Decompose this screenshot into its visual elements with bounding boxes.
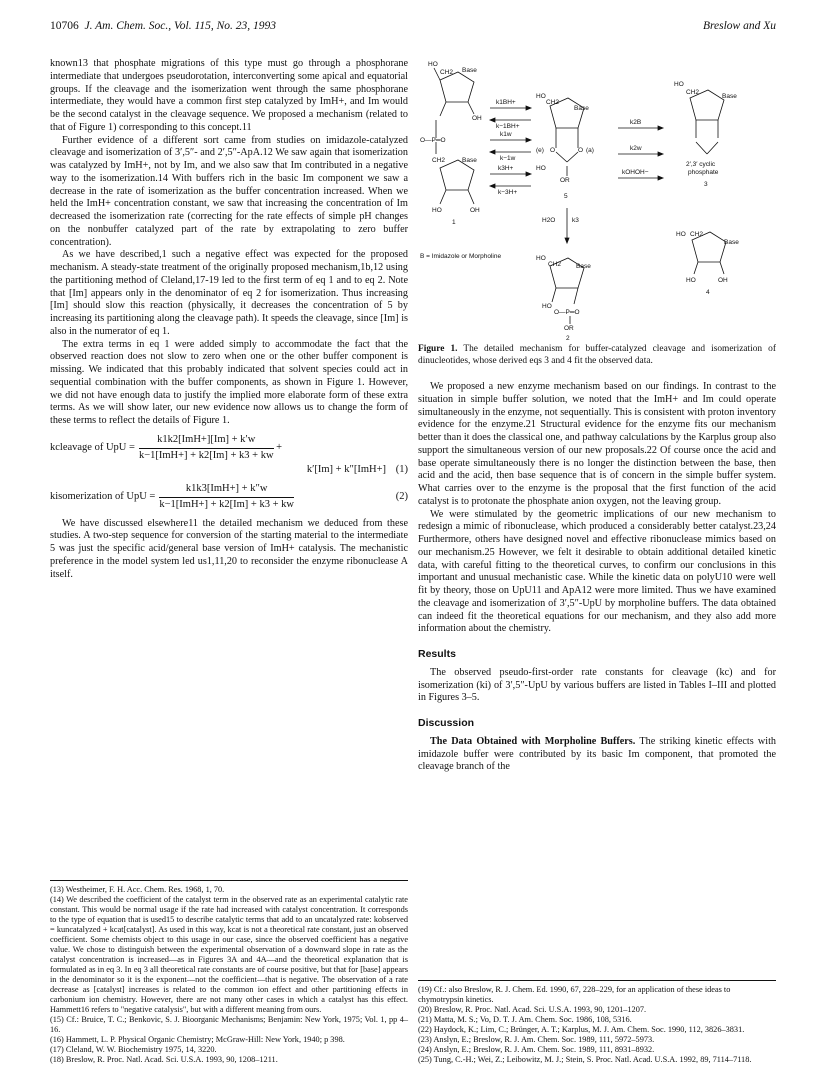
- eq1-number: (1): [395, 464, 408, 476]
- rate-km3h: k−3H+: [498, 189, 518, 196]
- label-ch2: CH2: [548, 261, 562, 268]
- page-header-authors: Breslow and Xu: [702, 20, 776, 32]
- footnote: (19) Cf.: also Breslow, R. J. Chem. Ed. 1990, 67, 228–229, for an application of these ideas to chymotrypsin kinetics.: [418, 985, 731, 1004]
- journal-citation: J. Am. Chem. Soc., Vol. 115, No. 23, 1993: [84, 20, 277, 32]
- eq2-numerator: k1k3[ImH+] + k″w: [159, 483, 294, 498]
- footnote: (21) Matta, M. S.; Vo, D. T. J. Am. Chem. Soc. 1986, 108, 5316.: [418, 1015, 632, 1024]
- rate-k1bh: k1BH+: [496, 99, 516, 106]
- eq1-denominator: k−1[ImH+] + k2[Im] + k3 + kw: [138, 449, 274, 461]
- label-a: (a): [586, 147, 594, 154]
- label-base: Base: [724, 239, 739, 246]
- footnote: (22) Haydock, K.; Lim, C.; Brünger, A. T.; Karplus, M. J. Am. Chem. Soc. 1990, 112, 3826–3831.: [418, 1025, 745, 1034]
- label-or: OR: [564, 325, 574, 332]
- label-h2o: H2O: [542, 217, 556, 224]
- footnotes-left: [50, 880, 408, 1065]
- label-or: OR: [560, 177, 570, 184]
- eq2-denominator: k−1[ImH+] + k2[Im] + k3 + kw: [159, 498, 294, 510]
- label-oh: OH: [472, 115, 482, 122]
- label-cyclic: 2′,3′ cyclic: [686, 161, 716, 168]
- label-ho: HO: [536, 255, 546, 262]
- footnote: (18) Breslow, R. Proc. Natl. Acad. Sci. U.S.A. 1993, 90, 1208–1211.: [50, 1055, 278, 1064]
- label-oh: OH: [470, 207, 480, 214]
- footnote: (20) Breslow, R. Proc. Natl. Acad. Sci. U.S.A. 1993, 90, 1201–1207.: [418, 1005, 647, 1014]
- rate-km1w: k−1w: [500, 155, 516, 162]
- footnote: (23) Anslyn, E.; Breslow, R. J. Am. Chem. Soc. 1989, 111, 5972–5973.: [418, 1035, 655, 1044]
- paragraph: known13 that phosphate migrations of this type must go through a phosphorane intermediate that undergoes pseudorotation, interconverting some apical and equatorial groups. If the cleavage and the isomerization went through the same phosphorane intermediate, they would have a common first step catalyzed by ImH+, and Im would be the second catalyst in the cleavage sequence. We proposed a mechanism (related to that of Figure 1) corresponding to this concept.11: [50, 58, 408, 133]
- run-in-heading: The Data Obtained with Morpholine Buffers.: [430, 735, 636, 747]
- footnote: (24) Anslyn, E.; Breslow, R. J. Am. Chem. Soc. 1989, 111, 8931–8932.: [418, 1045, 655, 1054]
- rate-k3: k3: [572, 217, 579, 224]
- label-o: O: [550, 147, 556, 154]
- paragraph-text: The striking kinetic effects with imidazole buffer were contributed by its basic Im component, that promoted the cleavage branch of the: [418, 735, 777, 773]
- left-column: [50, 58, 408, 581]
- section-heading-results: Results: [418, 648, 456, 660]
- compound-number-4: 4: [706, 289, 710, 296]
- eq2-label: kisomerization of UpU =: [50, 490, 156, 502]
- paragraph: We were stimulated by the geometric implications of our new mechanism to redesign a mimic of ribonuclease, which produced a considerably better catalyst.23,24 Furthermore, others have designed novel and effective ribonuclease mimics based on our mechanism.25 However, we felt it desirable to obtain additional detailed kinetic data, with careful fitting to the theoretical curves, to confirm our conclusions in this important and unusual mechanistic case. While the kinetic data on polyU10 were well fit by theory, those on UpU11 and ApA12 were more limited. Thus we have examined the cleavage and isomerization of 3′,5″-UpU by morpholine buffers. The data obtained can indeed fit the theoretical equations for our mechanism, and they also add more information about the chemistry.: [418, 508, 776, 635]
- label-base: Base: [576, 263, 591, 270]
- label-ch2: CH2: [690, 231, 704, 238]
- eq2-number: (2): [395, 491, 408, 502]
- compound-number-1: 1: [452, 219, 456, 226]
- label-ho: HO: [536, 93, 546, 100]
- rate-k3h: k3H+: [498, 165, 514, 172]
- eq1-fraction: [139, 434, 274, 463]
- label-base: Base: [462, 157, 477, 164]
- footnote: (17) Cleland, W. W. Biochemistry 1975, 14, 3220.: [50, 1045, 217, 1054]
- paragraph: We proposed a new enzyme mechanism based on our findings. In contrast to the situation in simple buffer solution, we noted that the ImH+ and Im could operate simultaneously in the enzyme, not sequentially. This is consistent with proton inventory evidence for the enzyme.21 Structural evidence for the enzyme fits our mechanism better than it does the classical one, and pathway calculations by the Karplus group also support the simultaneous version of our new proposals.22 Of course once the acid and base operate simultaneously there is no longer the distinction between the base, then acid and the acid, then base sequence that is of concern in the simple buffer system. What carries over to the enzyme is the proposal that the first function of the acid catalyst is to protonate the phosphate anion oxygen, not the leaving group.: [418, 381, 776, 507]
- buffer-definition: B = Imidazole or Morpholine: [420, 253, 502, 260]
- mechanism-scheme: [418, 58, 776, 342]
- footnote: (14) We described the coefficient of the catalyst term in the observed rate as an experimental catalytic rate constant. This would be normal usage if the rate had increased with catalyst concentration. It corresponds to the type of equation that is used15 to describe catalytic terms that add to an uncatalyzed rate: kobserved = kuncatalyzed + kcat[catalyst]. As used in this way, kcat is not a theoretical rate constant, just an observed coefficient. Some chemists object to this usage in our case, since the observed coefficient has a negative value. We chose to distinguish between the experimental observation of a downward slope in rate as the catalyst concentration is increased—as in Figures 3A and 4A—and the theoretical explanation that is formulated as in eq 3. In eq 3 all theoretical rate constants are of course positive, but that for [base] appears in the denominator so it is the exponent—not the coefficient—that is negative. The observation of a rate decrease as [catalyst] increases is related to the common ion effect and other partitioning effects in carbonium ion chemistry. However, there are not many other cases in which a catalyst has this effect. Hammett16 refers to "negative catalysis", but with a different meaning from ours.: [50, 895, 408, 1014]
- label-ho: HO: [686, 277, 696, 284]
- label-p-eq-o: O—P═O: [420, 137, 446, 144]
- rate-km1bh: k−1BH+: [496, 123, 520, 130]
- label-p-eq-o: O—P═O: [554, 309, 580, 316]
- eq1-label: kcleavage of UpU =: [50, 441, 135, 453]
- compound-number-2: 2: [566, 335, 570, 342]
- paragraph: The observed pseudo-first-order rate constants for cleavage (kc) and for isomerization (ki) of 3′,5″-UpU by various buffers are listed in Tables I–III and plotted in Figures 3–5.: [418, 666, 776, 704]
- paragraph: We have discussed elsewhere11 the detailed mechanism we deduced from these studies. A two-step sequence for conversion of the starting material to the intermediate 5 was just the specific acid/general base version of ImH+ catalysis. The mechanistic preference in the model system led us1,11,20 to reconsider the enzyme ribonuclease A itself.: [50, 517, 408, 580]
- footnote: (13) Westheimer, F. H. Acc. Chem. Res. 1968, 1, 70.: [50, 885, 225, 894]
- label-ho: HO: [676, 231, 686, 238]
- footnote: (15) Cf.: Bruice, T. C.; Benkovic, S. J. Bioorganic Mechanisms; Benjamin: New York, 1975; Vol. 1, pp 4–16.: [50, 1015, 408, 1034]
- label-ch2: CH2: [432, 157, 446, 164]
- compound-number-3: 3: [704, 181, 708, 188]
- footnote: (16) Hammett, L. P. Physical Organic Chemistry; McGraw-Hill: New York, 1940; p 398.: [50, 1035, 345, 1044]
- label-base: Base: [574, 105, 589, 112]
- footnotes-right: [418, 980, 776, 1065]
- label-oh: OH: [718, 277, 728, 284]
- figure-caption-label: Figure 1.: [418, 344, 458, 354]
- label-e: (e): [536, 147, 544, 154]
- eq2-fraction: [159, 483, 294, 512]
- equation-1: kcleavage of UpU = $\frac{\text{k1k2[ImH+][Im] + k′w}}{\text{k−1[ImH+] + k2[Im] + k3 + kw}}$ + k′[Im] + k″[ImH+] (1): [50, 433, 408, 476]
- paragraph: As we have described,1 such a negative effect was expected for the proposed mechanism. A steady-state treatment of the originally proposed mechanism,1b,12 using the partitioning method of Cleland,17-19 led to the first term of eq 1 and to eq 2. Note that [Im] appears only in the denominator of eq 2 for isomerization. Thus increasing [Im] should slow this reaction (physically, it decreases the concentration of 5 by increasing its partitioning along the cleavage path). It speeds the cleavage, since [Im] is also in the numerator of eq 1.: [50, 249, 408, 337]
- label-o: O: [578, 147, 584, 154]
- label-ho: HO: [674, 81, 684, 88]
- label-ho: HO: [542, 303, 552, 310]
- figure-caption: [418, 344, 776, 367]
- label-ho: HO: [432, 207, 442, 214]
- figure-caption-text: The detailed mechanism for buffer-catalyzed cleavage and isomerization of dinucleotides, whose derived eqs 3 and 4 fit the observed data.: [418, 344, 776, 366]
- eq1-numerator: k1k2[ImH+][Im] + k′w: [139, 434, 274, 449]
- rate-k2b: k2B: [630, 119, 642, 126]
- paragraph: The extra terms in eq 1 were added simply to accommodate the fact that the observed reaction does not slow to zero when one or the other buffer component is missing. We indicated that this probably indicated that solvent species could act in sequential combination with the buffer components, as shown in Figure 1. However, we did not have enough data to justify the implied more elaborate form of these extra terms. As we will show later, our new evidence now allows us to change the form of these terms to reflect the details of Figure 1.: [50, 338, 408, 426]
- label-ch2: CH2: [546, 99, 560, 106]
- label-phosphate: phosphate: [688, 169, 719, 176]
- label-ch2: CH2: [440, 69, 454, 76]
- figure-1-scheme: [418, 58, 776, 342]
- page-number: 10706: [50, 20, 79, 32]
- compound-number-5: 5: [564, 193, 568, 200]
- label-ch2: CH2: [686, 89, 700, 96]
- rate-k2w: k2w: [630, 145, 642, 152]
- paragraph: Further evidence of a different sort came from studies on imidazole-catalyzed cleavage and isomerization of 3′,5″- and 2′,5″-ApA.12 We saw again that isomerization was catalyzed by ImH+, not by Im, and we also saw that Im contributed in a negative way to the isomerization.14 With buffers rich in the basic Im component we saw a decrease in the rate of isomerization as the buffer concentration increased. When we held the ImH+ concentration constant, we saw that increasing the concentration of Im decreased the isomerization rate (correcting for the rate effects of simple pH changes on the nonbuffer catalyzed part of the rate by extrapolating to zero buffer concentration).: [50, 134, 408, 248]
- rate-kohoh: kOHOH−: [622, 169, 649, 176]
- footnote: (25) Tung, C.-H.; Wei, Z.; Leibowitz, M. J.; Stein, S. Proc. Natl. Acad. U.S.A. 1992, 89, 7114–7118.: [418, 1055, 752, 1064]
- label-ho: HO: [428, 61, 438, 68]
- label-base: Base: [462, 67, 477, 74]
- section-heading-discussion: Discussion: [418, 717, 475, 729]
- paragraph: [418, 736, 776, 774]
- label-base: Base: [722, 93, 737, 100]
- rate-k1w: k1w: [500, 131, 512, 138]
- page-header-left: [50, 20, 276, 32]
- right-column: [418, 58, 776, 774]
- equation-2: [50, 483, 408, 512]
- label-hop: HO: [536, 165, 546, 172]
- eq1-tail: k′[Im] + k″[ImH+]: [306, 464, 386, 476]
